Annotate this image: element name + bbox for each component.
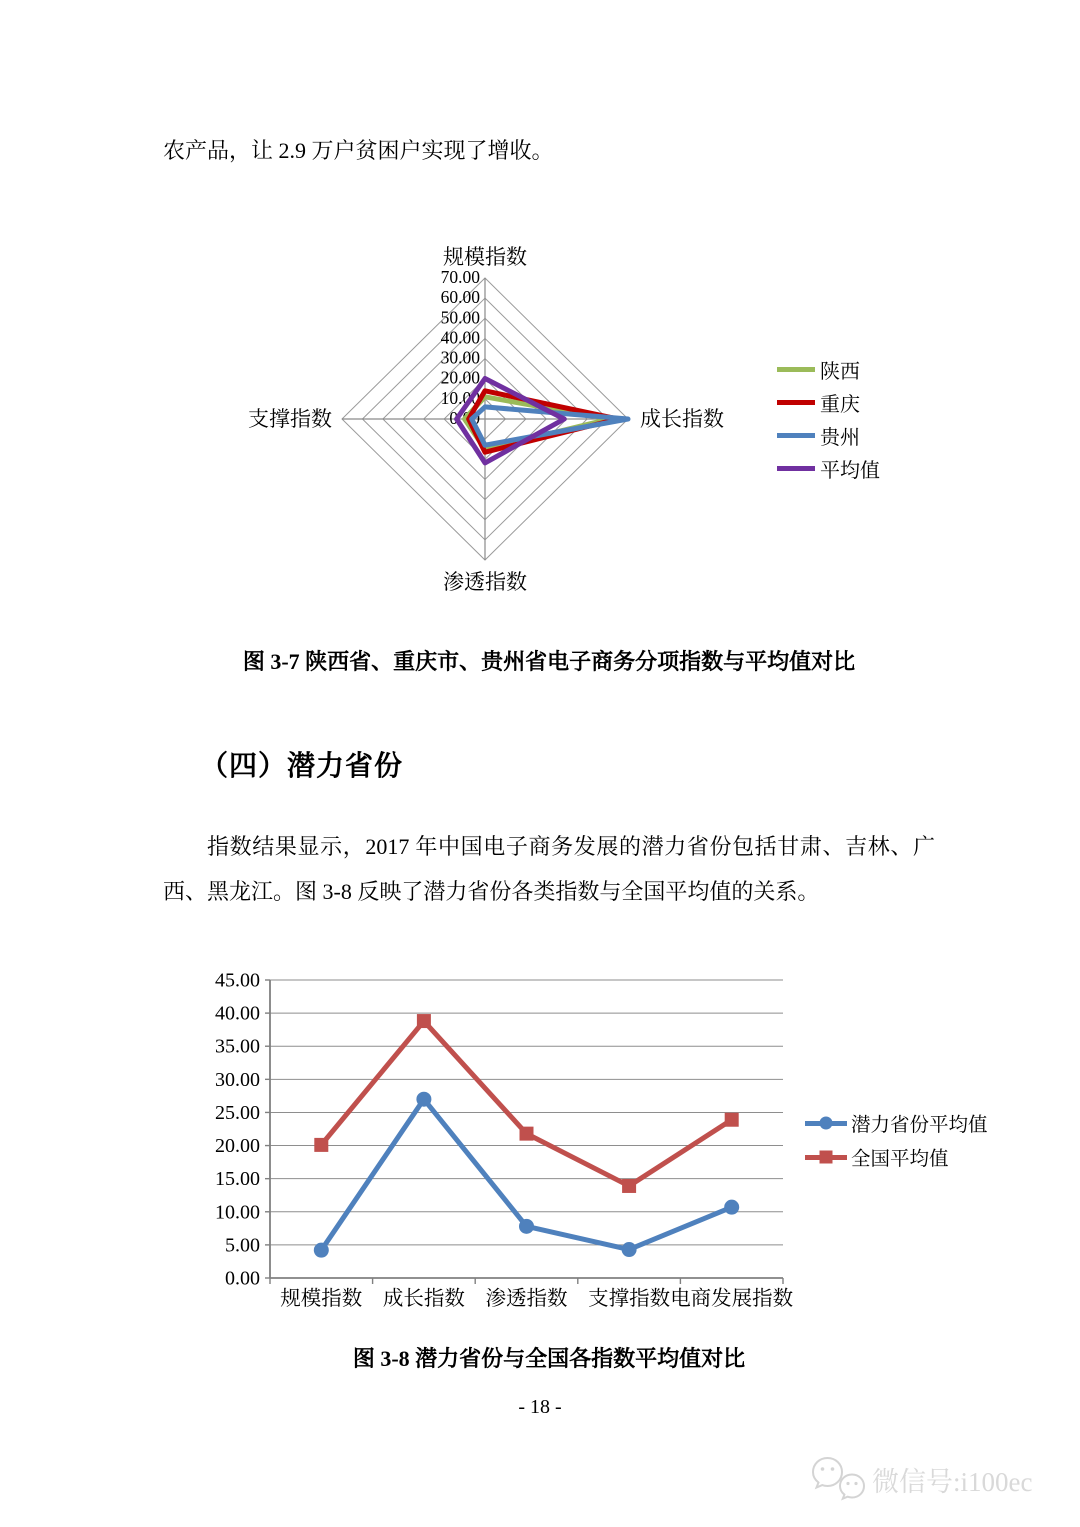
y-axis-tick-label: 25.00 — [215, 1101, 260, 1124]
legend-swatch — [777, 466, 815, 471]
y-axis-tick-label: 45.00 — [215, 969, 260, 992]
legend-marker-square — [820, 1151, 833, 1164]
wechat-icon — [812, 1456, 866, 1502]
y-axis-tick-label: 40.00 — [215, 1002, 260, 1025]
legend-label: 贵州 — [820, 427, 860, 449]
radar-legend — [777, 353, 880, 485]
y-axis-tick-label: 0.00 — [225, 1267, 260, 1290]
body-paragraph: 指数结果显示，2017 年中国电子商务发展的潜力省份包括甘肃、吉林、广西、黑龙江。图 3-8 反映了潜力省份各类指数与全国平均值的关系。 — [163, 834, 935, 904]
data-point-circle — [519, 1219, 534, 1234]
legend-item — [777, 419, 880, 452]
x-axis-category-label: 规模指数 — [280, 1288, 363, 1310]
x-axis-category-label: 渗透指数 — [485, 1288, 568, 1310]
legend-swatch — [777, 400, 815, 405]
data-point-square — [314, 1138, 328, 1152]
data-point-square — [725, 1113, 739, 1127]
watermark-text: 微信号:i100ec — [872, 1466, 1033, 1497]
radar-tick-label: 30.00 — [440, 347, 480, 368]
x-axis-category-label: 电商发展指数 — [670, 1288, 794, 1310]
radar-axis-label: 支撑指数 — [248, 407, 332, 431]
x-axis-category-label: 成长指数 — [382, 1288, 465, 1310]
figure-3-7-caption: 图 3-7 陕西省、重庆市、贵州省电子商务分项指数与平均值对比 — [242, 649, 856, 674]
y-axis-tick-label: 35.00 — [215, 1035, 260, 1058]
y-axis-tick-label: 5.00 — [225, 1234, 260, 1257]
legend-label: 全国平均值 — [851, 1149, 949, 1170]
legend-line — [805, 1155, 847, 1160]
line-chart — [180, 955, 860, 1320]
intro-text: 农产品，让 2.9 万户贫困户实现了增收。 — [163, 138, 554, 163]
radar-chart — [240, 240, 770, 610]
legend-label: 重庆 — [820, 394, 860, 416]
y-axis-tick-label: 15.00 — [215, 1168, 260, 1191]
legend-item — [805, 1106, 988, 1140]
radar-axis-label: 渗透指数 — [443, 570, 527, 594]
legend-item — [805, 1140, 988, 1174]
legend-swatch — [777, 433, 815, 438]
section-heading: （四）潜力省份 — [200, 751, 404, 782]
legend-swatch — [777, 367, 815, 372]
y-axis-tick-label: 20.00 — [215, 1135, 260, 1158]
radar-tick-label: 0.00 — [449, 408, 480, 428]
figure-3-8-caption: 图 3-8 潜力省份与全国各指数平均值对比 — [352, 1346, 746, 1371]
legend-label: 平均值 — [820, 460, 880, 482]
page-number: - 18 - — [518, 1396, 562, 1418]
radar-tick-label: 60.00 — [440, 287, 480, 308]
radar-tick-label: 40.00 — [440, 327, 480, 348]
legend-marker-circle — [820, 1117, 833, 1130]
radar-tick-label: 10.00 — [440, 387, 480, 408]
data-point-square — [622, 1179, 636, 1193]
data-point-circle — [314, 1243, 329, 1258]
radar-tick-label: 70.00 — [440, 267, 480, 287]
legend-item — [777, 452, 880, 485]
radar-tick-label: 20.00 — [440, 367, 480, 388]
line-chart-legend — [805, 1106, 988, 1174]
x-axis-category-label: 支撑指数 — [588, 1288, 671, 1310]
radar-axis-label: 规模指数 — [443, 245, 527, 269]
legend-label: 陕西 — [820, 361, 860, 383]
legend-label: 潜力省份平均值 — [851, 1115, 988, 1136]
y-axis-tick-label: 30.00 — [215, 1068, 260, 1091]
watermark — [812, 1456, 1032, 1502]
data-point-square — [520, 1127, 534, 1141]
radar-tick-label: 50.00 — [440, 307, 480, 328]
data-point-circle — [416, 1092, 431, 1107]
data-point-square — [417, 1014, 431, 1028]
legend-item — [777, 353, 880, 386]
data-point-circle — [724, 1200, 739, 1215]
data-point-circle — [622, 1242, 637, 1257]
legend-item — [777, 386, 880, 419]
y-axis-tick-label: 10.00 — [215, 1201, 260, 1224]
legend-line — [805, 1121, 847, 1126]
radar-axis-label: 成长指数 — [640, 407, 724, 431]
